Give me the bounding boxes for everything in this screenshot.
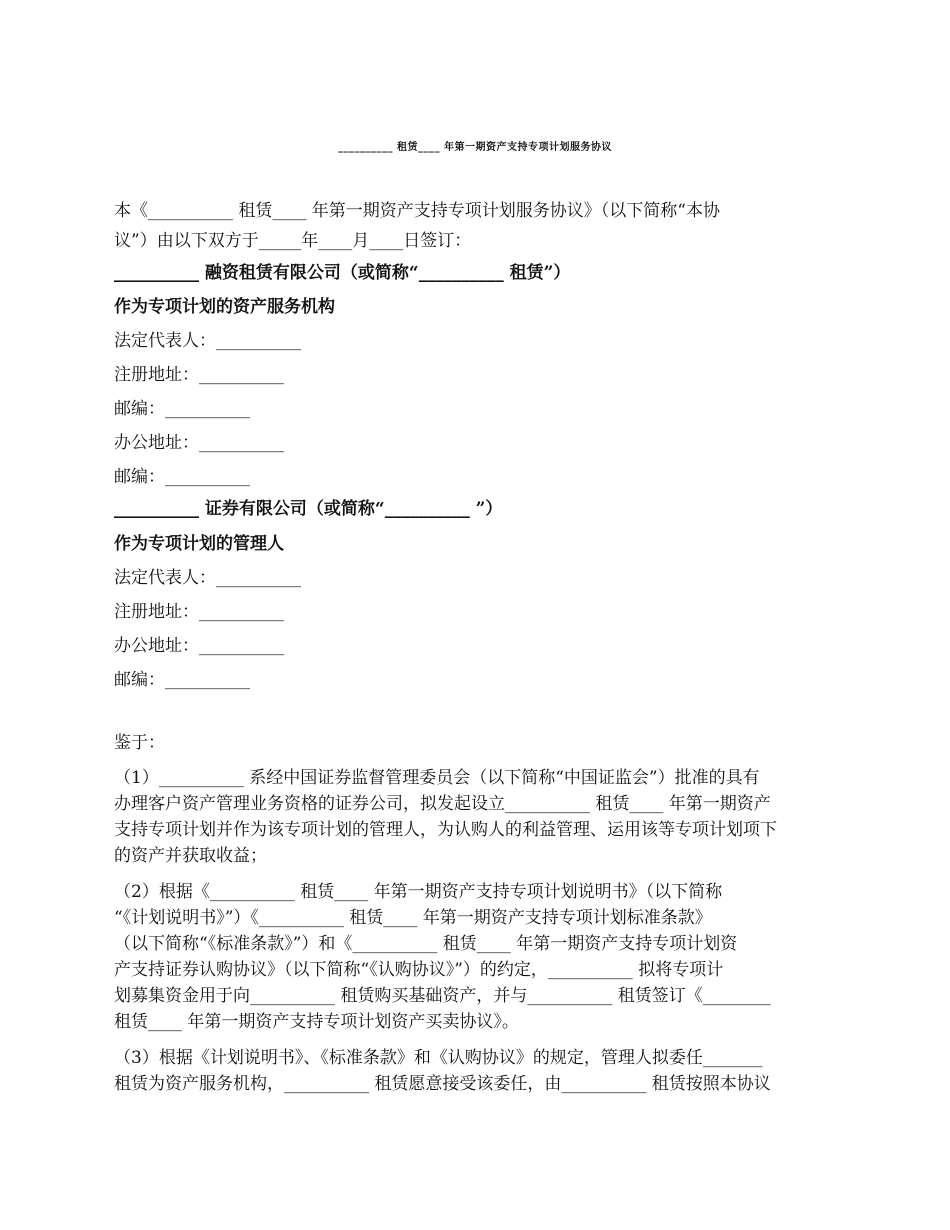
party-a-name: __________ 融资租赁有限公司（或简称“__________ 租赁”） [114,263,571,283]
preamble-line-2: 议”）由以下双方于_____年____月____日签订： [114,231,472,251]
clause-2-line: 产支持证券认购协议》（以下简称“《认购协议》”）的约定，__________ 拟将专项计 [114,960,724,980]
document-title: __________ 租赁____ 年第一期资产支持专项计划服务协议 [338,142,612,153]
clause-2-line: 划募集资金用于向__________ 租赁购买基础资产，并与__________ 租赁签订《________ [114,986,771,1006]
party-b-legal-rep: 法定代表人：__________ [114,568,301,588]
clause-2-line: （以下简称“《标准条款》”）和《__________ 租赁____ 年第一期资产支持专项计划资 [114,934,738,954]
party-b-name: __________ 证券有限公司（或简称“__________ ”） [114,499,503,519]
clause-1-line: 支持专项计划并作为该专项计划的管理人，为认购人的利益管理、运用该等专项计划项下 [114,820,777,840]
party-b-role: 作为专项计划的管理人 [114,534,284,554]
whereas-heading: 鉴于： [114,733,165,753]
party-a-office-postcode: 邮编：__________ [114,467,250,487]
party-b-registered-address: 注册地址：__________ [114,602,284,622]
party-b-office-address: 办公地址：__________ [114,636,284,656]
party-a-legal-rep: 法定代表人：__________ [114,331,301,351]
party-a-role: 作为专项计划的资产服务机构 [114,297,335,317]
clause-1-line: 办理客户资产管理业务资格的证券公司，拟发起设立__________ 租赁____ 年第一期资产 [114,794,771,814]
party-b-postcode: 邮编：__________ [114,670,250,690]
clause-1-line: （1）__________ 系经中国证券监督管理委员会（以下简称“中国证监会”）批准的具有 [114,768,760,788]
party-a-registered-address: 注册地址：__________ [114,365,284,385]
clause-2-line: “《计划说明书》”）《__________ 租赁____ 年第一期资产支持专项计划标准条款》 [114,908,712,928]
preamble-line-1: 本《__________ 租赁____ 年第一期资产支持专项计划服务协议》（以下简称“本协 [114,201,720,221]
clause-3-line: 租赁为资产服务机构，__________ 租赁愿意接受该委任，由__________ 租赁按照本协议 [114,1074,771,1094]
clause-3-line: （3）根据《计划说明书》、《标准条款》和《认购协议》的规定，管理人拟委任_______ [114,1048,763,1068]
clause-1-line: 的资产并获取收益； [114,846,267,866]
clause-2-line: （2）根据《__________ 租赁____ 年第一期资产支持专项计划说明书》（以下简称 [114,882,723,902]
party-a-postcode: 邮编：__________ [114,399,250,419]
clause-2-line: 租赁____ 年第一期资产支持专项计划资产买卖协议》。 [114,1012,519,1032]
party-a-office-address: 办公地址：__________ [114,433,284,453]
